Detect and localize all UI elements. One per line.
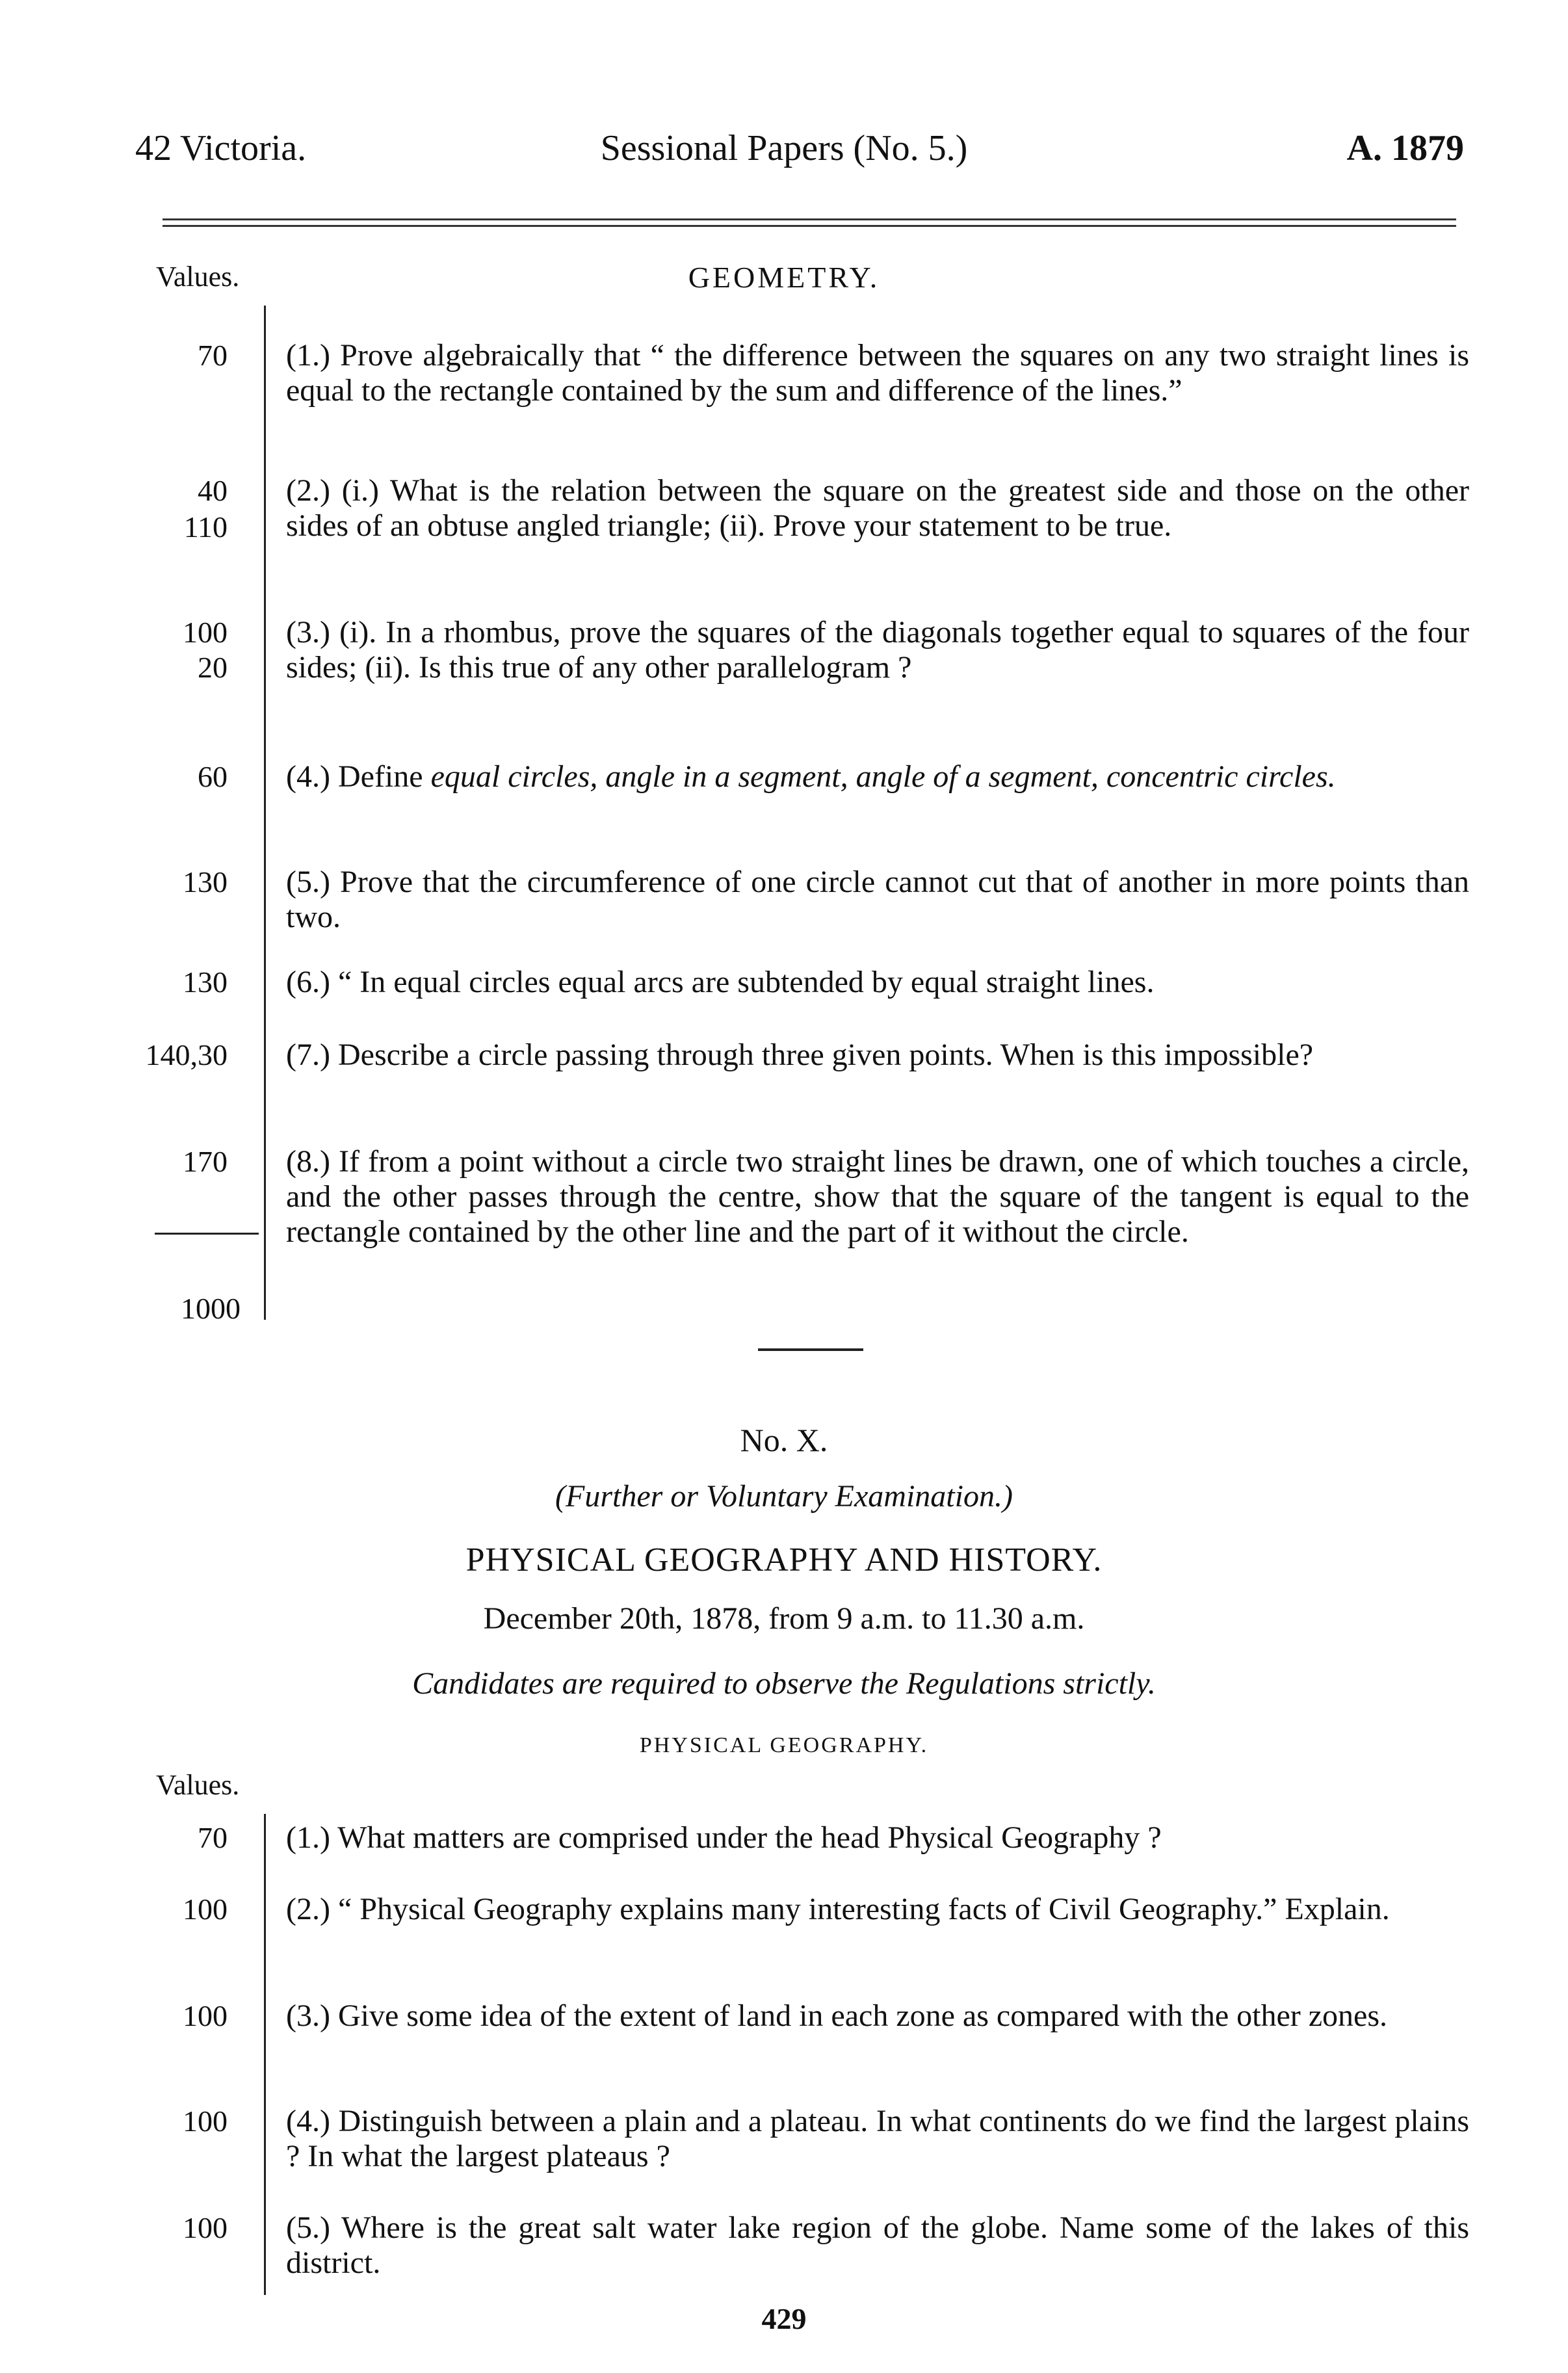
- value-q3a: 100: [183, 616, 228, 649]
- header-center: Sessional Papers (No. 5.): [600, 128, 968, 168]
- value-q3b: 20: [198, 651, 228, 684]
- exam-date: December 20th, 1878, from 9 a.m. to 11.30 a.m.: [483, 1601, 1085, 1636]
- page-number: 429: [761, 2302, 807, 2335]
- value-q2b: 110: [183, 510, 228, 544]
- value-pg2: 100: [183, 1893, 228, 1926]
- value-pg5: 100: [183, 2211, 228, 2244]
- value-q7: 140,30: [145, 1038, 228, 1071]
- exam-number: No. X.: [740, 1422, 828, 1458]
- question-6: (6.) “ In equal circles equal arcs are subtended by equal straight lines.: [286, 965, 1155, 999]
- header-rule: [163, 218, 1456, 220]
- header-rule-2: [163, 225, 1456, 227]
- exam-subtitle: (Further or Voluntary Examination.): [555, 1479, 1013, 1514]
- question-4-prefix: (4.) Define: [286, 759, 431, 794]
- exam-instructions: Candidates are required to observe the Regulations strictly.: [412, 1666, 1156, 1701]
- question-1: (1.) Prove algebraically that “ the difference between the squares on any two straight lines is equal to the rectangle contained by the sum and difference of the lines.”: [286, 338, 1469, 408]
- values-total: 1000: [181, 1292, 241, 1325]
- value-q4: 60: [198, 760, 228, 793]
- section-separator: [758, 1348, 863, 1351]
- values-divider: [264, 306, 266, 1320]
- header-left: 42 Victoria.: [135, 128, 307, 168]
- question-4-terms: equal circles, angle in a segment, angle of a segment, concentric circles.: [430, 759, 1336, 794]
- value-q8: 170: [183, 1145, 228, 1178]
- question-2: (2.) (i.) What is the relation between the square on the greatest side and those on the other sides of an obtuse angled triangle; (ii). Prove your statement to be true.: [286, 473, 1469, 543]
- exam-title: PHYSICAL GEOGRAPHY AND HISTORY.: [465, 1541, 1103, 1579]
- question-4: [286, 759, 1469, 794]
- values-heading-2: Values.: [156, 1769, 240, 1801]
- total-rule: [155, 1233, 259, 1235]
- question-5: (5.) Prove that the circumference of one circle cannot cut that of another in more points than two.: [286, 865, 1469, 934]
- value-q6: 130: [183, 965, 228, 999]
- pg-question-1: (1.) What matters are comprised under the head Physical Geography ?: [286, 1820, 1162, 1855]
- pg-question-5: (5.) Where is the great salt water lake region of the globe. Name some of the lakes of this district.: [286, 2210, 1469, 2280]
- value-q2a: 40: [198, 474, 228, 507]
- question-3: (3.) (i). In a rhombus, prove the squares of the diagonals together equal to squares of the four sides; (ii). Is this true of any other parallelogram ?: [286, 615, 1469, 685]
- value-pg4: 100: [183, 2104, 228, 2138]
- values-heading: Values.: [156, 261, 240, 293]
- pg-question-4: (4.) Distinguish between a plain and a plateau. In what continents do we find the largest plains ? In what the largest plateaus ?: [286, 2104, 1469, 2173]
- question-7: (7.) Describe a circle passing through three given points. When is this impossible?: [286, 1038, 1314, 1072]
- question-8: (8.) If from a point without a circle two straight lines be drawn, one of which touches a circle, and the other passes through the centre, show that the square of the tangent is equal to the rectangle contained by the other line and the part of it without the circle.: [286, 1144, 1469, 1249]
- header-right: A. 1879: [1346, 128, 1464, 168]
- section-title: GEOMETRY.: [688, 261, 880, 294]
- pg-question-3: (3.) Give some idea of the extent of land in each zone as compared with the other zones.: [286, 1999, 1388, 2033]
- value-pg1: 70: [198, 1821, 228, 1854]
- values-divider-2: [264, 1814, 266, 2295]
- value-pg3: 100: [183, 1999, 228, 2032]
- value-q5: 130: [183, 865, 228, 898]
- pg-question-2: (2.) “ Physical Geography explains many interesting facts of Civil Geography.” Explain.: [286, 1892, 1390, 1926]
- subsection-title: PHYSICAL GEOGRAPHY.: [639, 1733, 929, 1757]
- value-q1: 70: [198, 339, 228, 372]
